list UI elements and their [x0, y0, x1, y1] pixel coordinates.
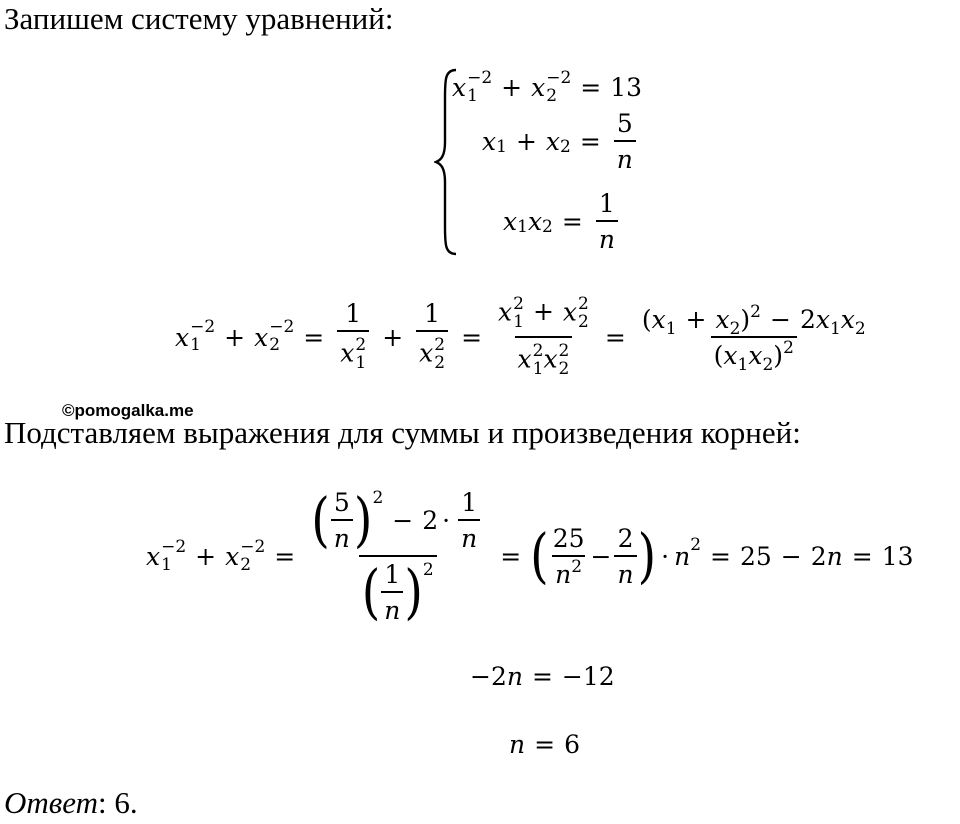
big-fraction: ( $\frac{5}{n}$ ) 2 − 2 · $\frac{1}{n}$ ( $\frac{1}{n}$ ) 2 [308, 490, 487, 623]
calculation-equation: x −2 1 + x −2 2 = ( $\frac{5}{n}$ ) 2 − 2 · $\frac{1}{n}$ ( $\frac{1}{n}$ ) 2 = ( $\frac{25}{n^2}$ − $\frac{2}{n}$ ) · n 2 = 25 − 2 n = 13 [146, 485, 914, 627]
answer-label: Ответ [4, 785, 98, 820]
answer-line: Ответ: 6. [4, 785, 138, 820]
answer-value: 6. [106, 785, 138, 820]
identity-equation: x −2 1 + x −2 2 = 1 x 2 1 + 1 x 2 2 = x 2 1 + x 2 2 x 2 1 x 2 2 = $\frac{(x_1 + x_2)^2 - 2x_1x_2}{(x_1x_2)^2}$ [175, 294, 866, 379]
step-equation-2: n = 6 [509, 730, 580, 759]
system-equation-1: x −2 1 + x −2 2 = 13 [452, 68, 643, 106]
watermark-text: ©pomogalka.me [62, 401, 194, 420]
intro-text: Запишем систему уравнений: [4, 1, 394, 36]
substitute-text: Подставляем выражения для суммы и произведения корней: [4, 415, 801, 450]
system-equation-3: x 1 x 2 = $\frac{1}{n}$ [503, 191, 622, 252]
step-equation-1: −2 n = −12 [470, 662, 615, 691]
system-equation-2: x 1 + x 2 = $\frac{5}{n}$ [482, 111, 640, 172]
